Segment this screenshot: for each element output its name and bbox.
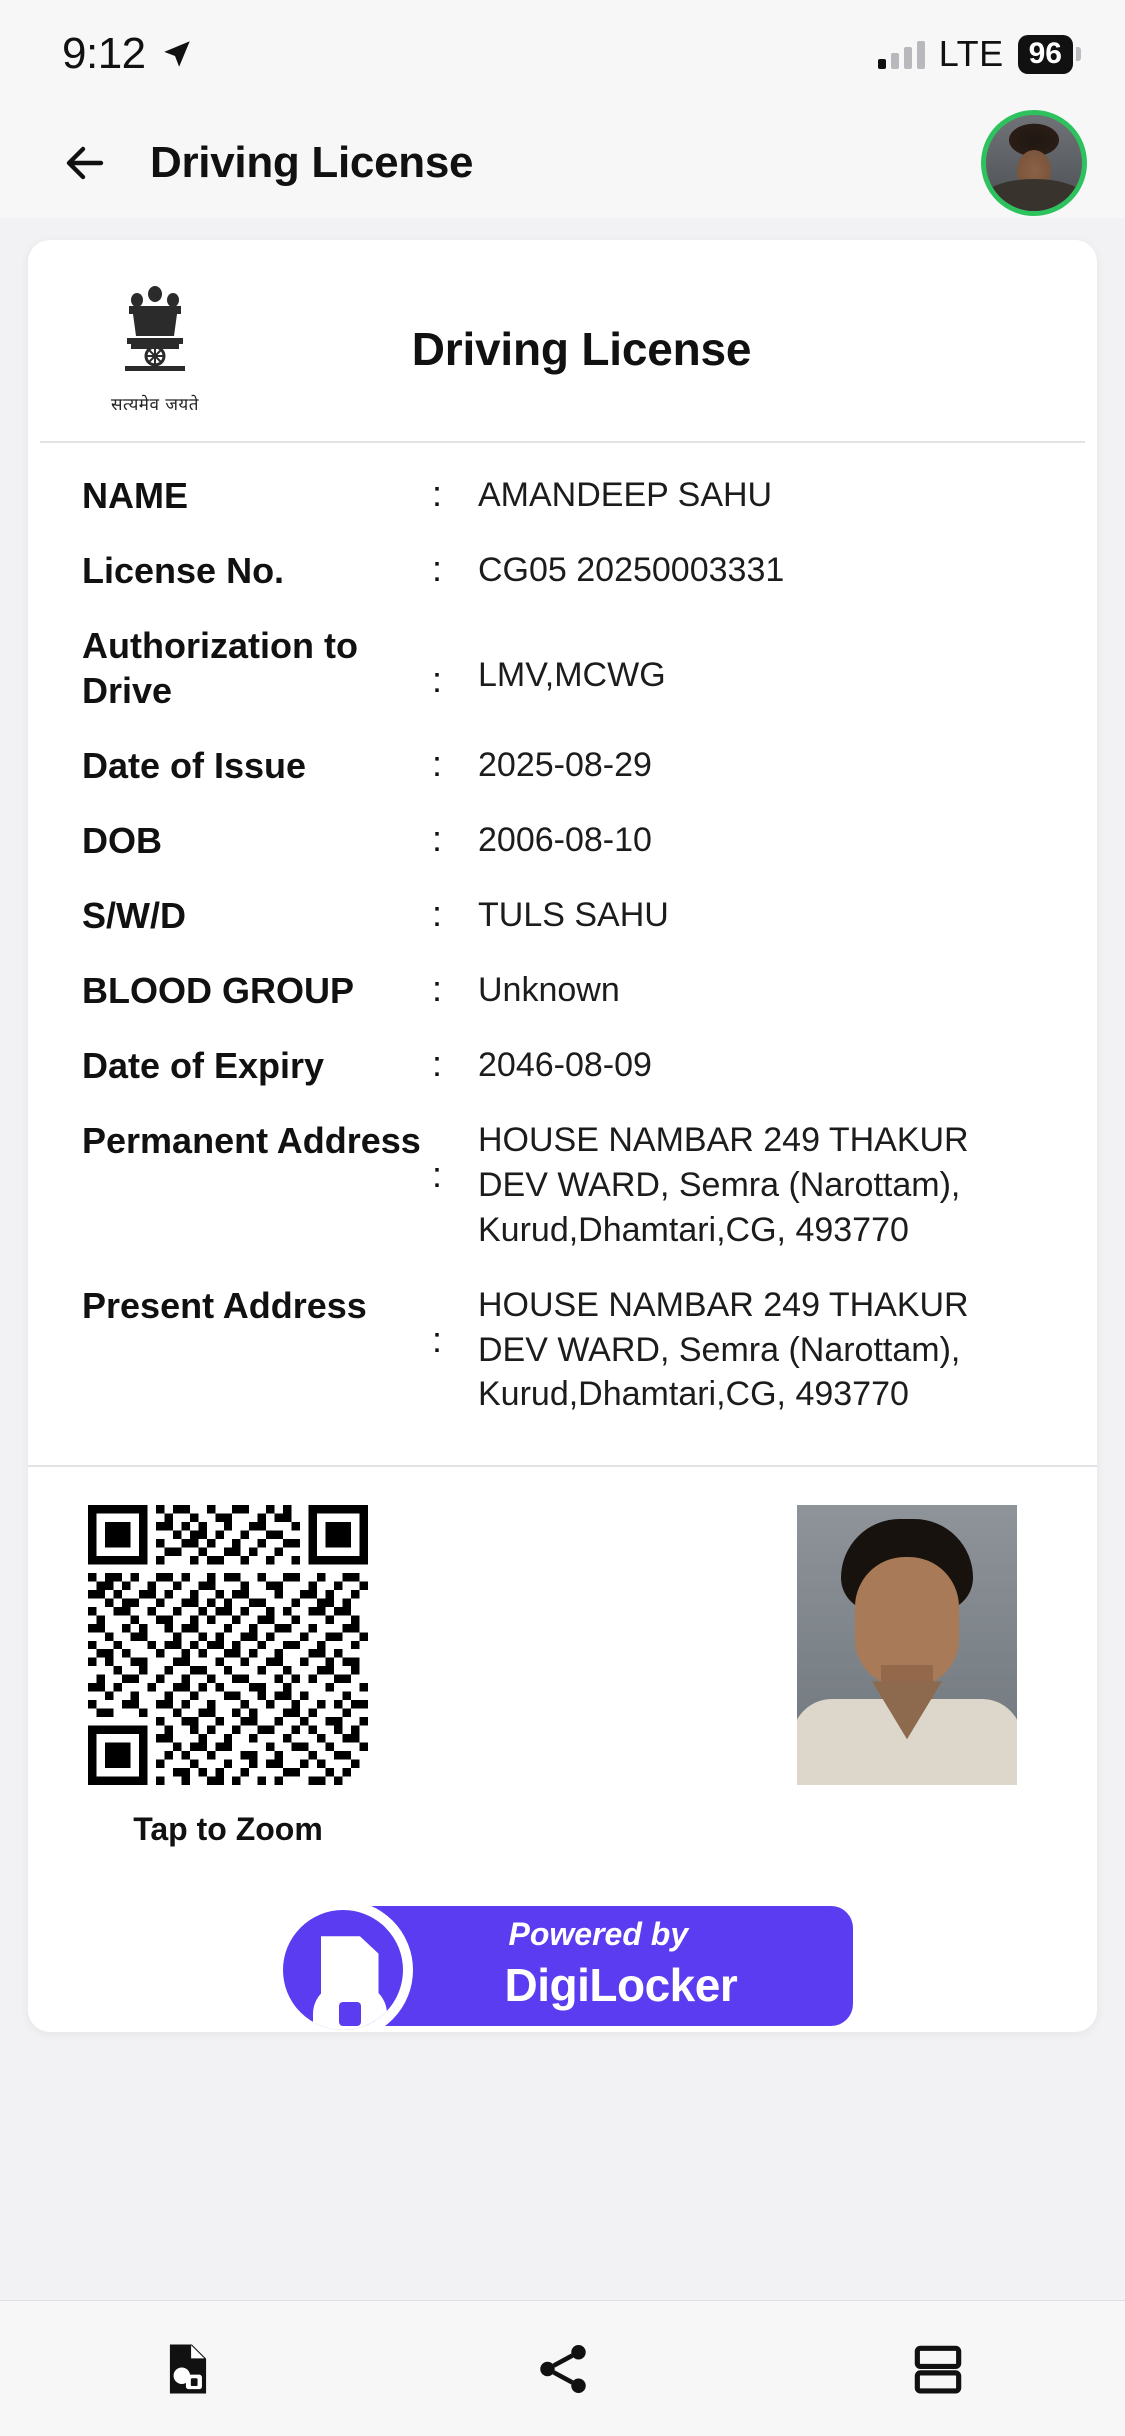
avatar-shoulders (981, 179, 1087, 216)
battery-level-badge: 96 (1018, 35, 1073, 74)
saved-documents-icon (157, 2338, 219, 2400)
field-separator: : (432, 743, 443, 784)
field-label: Present Address (82, 1284, 367, 1326)
field-value: AMANDEEP SAHU (478, 476, 773, 514)
field-row (82, 623, 1043, 713)
field-label: DOB (82, 820, 162, 861)
field-value: 2046-08-09 (478, 1046, 652, 1084)
field-separator: : (432, 659, 443, 700)
lock-cloud-icon (313, 1984, 387, 2032)
field-value: Unknown (478, 971, 620, 1009)
field-value: HOUSE NAMBAR 249 THAKUR DEV WARD, Semra (Narottam), Kurud,Dhamtari,CG, 493770 (478, 1285, 969, 1414)
field-label: BLOOD GROUP (82, 970, 355, 1011)
field-separator: : (432, 818, 443, 859)
qr-code[interactable] (88, 1505, 368, 1785)
media-row (28, 1467, 1097, 1848)
field-row (82, 1043, 1043, 1088)
network-type-label: LTE (938, 33, 1004, 74)
status-bar-left (62, 29, 194, 79)
field-label: Date of Expiry (82, 1045, 325, 1086)
content-scroll-area[interactable] (0, 218, 1125, 2300)
field-row (82, 548, 1043, 593)
field-value: LMV,MCWG (478, 656, 666, 694)
saved-documents-button[interactable] (128, 2314, 248, 2424)
field-row (82, 473, 1043, 518)
share-button[interactable] (503, 2314, 623, 2424)
field-row (82, 968, 1043, 1013)
app-bar (0, 108, 1125, 218)
field-value: 2025-08-29 (478, 746, 652, 784)
status-bar (0, 0, 1125, 108)
field-separator: : (432, 968, 443, 1009)
license-fields (28, 443, 1097, 1457)
status-bar-right (878, 33, 1073, 75)
location-arrow-icon (160, 37, 194, 71)
field-separator: : (432, 473, 443, 514)
field-value: TULS SAHU (478, 896, 669, 934)
field-value: 2006-08-10 (478, 821, 652, 859)
field-row (82, 893, 1043, 938)
field-label: Authorization to Drive (82, 625, 358, 711)
field-row (82, 1283, 1043, 1418)
status-time: 9:12 (62, 29, 146, 78)
field-separator: : (432, 548, 443, 589)
field-separator: : (432, 1043, 443, 1084)
national-emblem-icon (96, 282, 214, 415)
back-arrow-icon (61, 139, 109, 187)
avatar[interactable] (981, 110, 1087, 216)
field-label: S/W/D (82, 895, 186, 936)
emblem-motto: सत्यमेव जयते (111, 395, 199, 415)
field-row (82, 1118, 1043, 1253)
layout-toggle-button[interactable] (878, 2314, 998, 2424)
ashoka-emblem-icon (109, 282, 201, 390)
field-value: CG05 20250003331 (478, 551, 785, 589)
license-holder-photo (797, 1505, 1017, 1785)
field-separator: : (432, 1154, 443, 1195)
field-label: License No. (82, 550, 285, 591)
back-button[interactable] (50, 128, 120, 198)
field-label: Date of Issue (82, 745, 307, 786)
field-row (82, 743, 1043, 788)
digilocker-brand-label: DigiLocker (504, 1959, 738, 2012)
share-icon (532, 2338, 594, 2400)
qr-block[interactable] (88, 1505, 388, 1848)
digilocker-badge-area (28, 1848, 1097, 2032)
digilocker-badge (273, 1900, 853, 2032)
digilocker-logo-icon (273, 1900, 413, 2032)
card-header (40, 240, 1085, 443)
field-label: Permanent Address (82, 1120, 421, 1161)
bottom-navigation-bar (0, 2300, 1125, 2436)
card-title: Driving License (411, 322, 752, 375)
powered-by-label: Powered by (508, 1916, 689, 1953)
field-row (82, 818, 1043, 863)
layout-toggle-icon (907, 2338, 969, 2400)
qr-zoom-label[interactable]: Tap to Zoom (133, 1811, 323, 1848)
license-card (28, 240, 1097, 2032)
field-value: HOUSE NAMBAR 249 THAKUR DEV WARD, Semra (Narottam), Kurud,Dhamtari,CG, 493770 (478, 1121, 969, 1249)
field-separator: : (432, 893, 443, 934)
page-title: Driving License (150, 138, 474, 187)
field-separator: : (432, 1318, 443, 1360)
field-label: NAME (82, 475, 188, 516)
signal-strength-icon (878, 39, 925, 69)
